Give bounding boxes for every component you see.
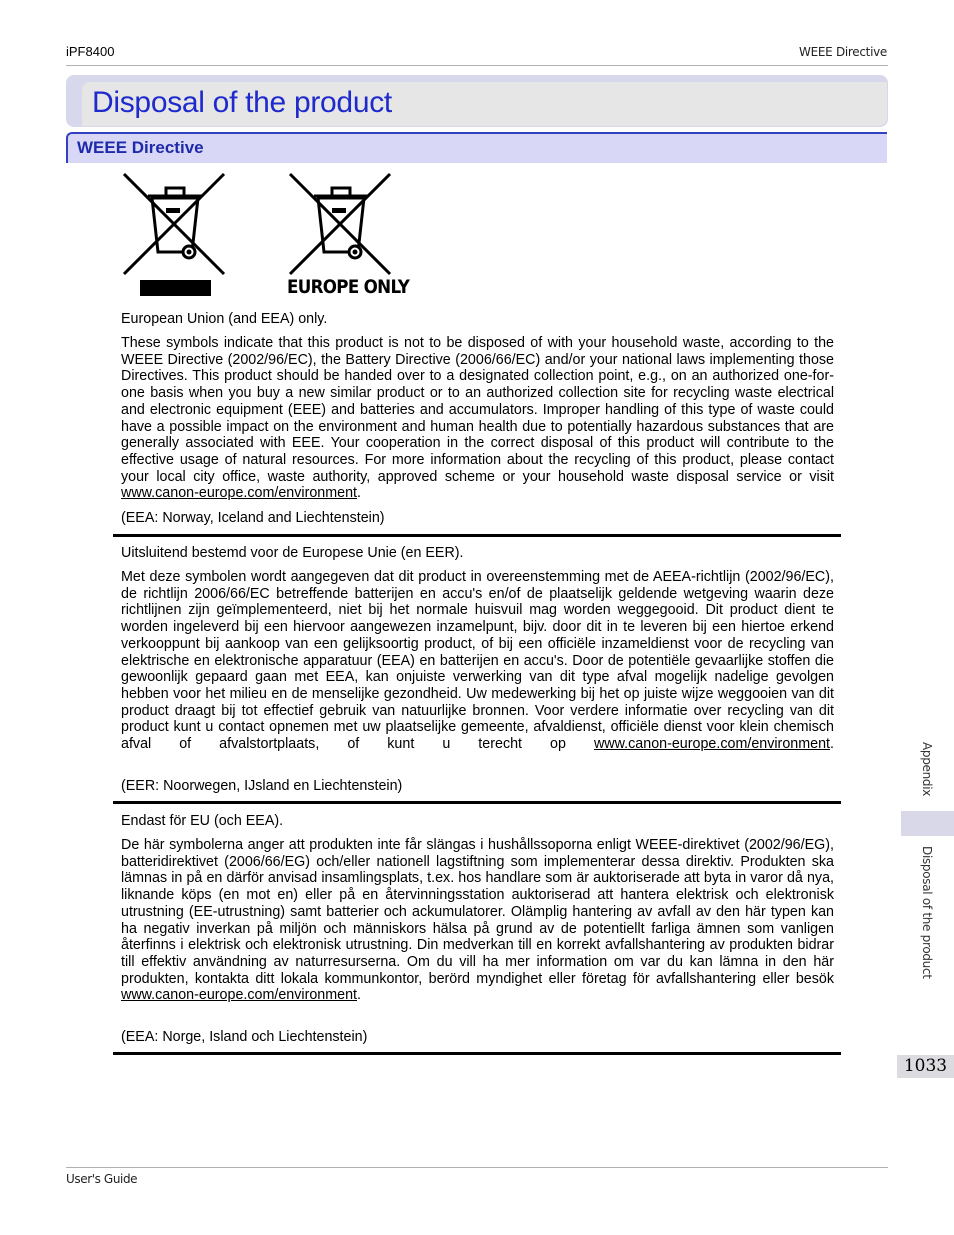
black-bar <box>140 280 211 296</box>
sidebar-section[interactable]: Disposal of the product <box>920 846 934 979</box>
crossed-out-bin-icon <box>118 170 230 278</box>
header-section: WEEE Directive <box>799 45 887 59</box>
sidebar-chapter[interactable]: Appendix <box>920 742 934 797</box>
europe-only-label: EUROPE ONLY <box>287 276 410 298</box>
block-sv-note: (EEA: Norge, Island och Liechtenstein) <box>121 1029 368 1045</box>
footer-label: User's Guide <box>66 1172 138 1186</box>
page-title: Disposal of the product <box>92 86 392 119</box>
block-sv-lead: Endast för EU (och EEA). <box>121 813 284 829</box>
block-nl-lead: Uitsluitend bestemd voor de Europese Unie (en EER). <box>121 545 464 561</box>
block-divider <box>113 1052 841 1055</box>
sidebar-tab-marker <box>901 811 954 836</box>
section-heading: WEEE Directive <box>77 138 204 157</box>
header-divider <box>66 65 888 66</box>
environment-link[interactable]: www.canon-europe.com/environment <box>121 987 358 1004</box>
block-nl-body: Met deze symbolen wordt aangegeven dat dit product in overeenstemming met de AEEA-richtlijn (2002/96/EC), de richtlijn 2006/66/EC betreffende batterijen en accu's en/of de plaatselijk geldende wetgeving waarin deze richtlijnen zijn geïmplementeerd, niet bij het normale huisvuil mag worden weggegooid. Dit product dient te worden ingeleverd bij een hiervoor aangewezen inzamelpunt, bijv. door dit in te leveren bij een hiertoe erkend verkooppunt bij aankoop van een gelijksoortig product, of bij een officiële inzameldienst voor de recycling van elektrische en elektronische apparatuur (EEA) en batterijen en accu's. Door de potentiële gevaarlijke stoffen die gewoonlijk gepaard gaan met EEA, kan onjuiste verwerking van dit type afval mogelijk nadelige gevolgen hebben voor het milieu en de menselijke gezondheid. Uw medewerking bij het op juiste wijze weggooien van dit product draagt bij tot effectief gebruik van natuurlijke bronnen. Voor verdere informatie over recycling van dit product kunt u contact opnemen met uw plaatselijke gemeente, afvaldienst, officiële dienst voor klein chemisch afval of afvalstortplaats, of kunt u terecht op www.canon-europe.com/environment. <box>121 569 834 753</box>
environment-link[interactable]: www.canon-europe.com/environment <box>121 485 358 502</box>
block-sv-body: De här symbolerna anger att produkten inte får slängas i hushållssoporna enligt WEEE-direktivet (2002/96/EG), batteridirektivet (2006/66/EG) och/eller nationell lagstiftning som implementerar dessa direktiv. Produkten ska lämnas in på en därför anvisad insamlingsplats, t.ex. hos handlare som är auktoriserade att byta in varor då nya, liknande köps (en mot en) eller på en återvinningsstation auktoriserad att hantera elektrisk och elektronisk utrustning (EE-utrustning) samt batterier och ackumulatorer. Olämplig hantering av avfall av den här typen kan ha negativ inverkan på miljön och människors hälsa på grund av de potentiellt farliga ämnen som vanligen återfinns i elektrisk och elektronisk utrustning. Din medverkan till en korrekt avfallshantering av produkten bidrar till effektiv användning av naturresurserna. Om du vill ha mer information om var du kan lämna in den här produkten, kontakta ditt lokala kommunkontor, berörd myndighet eller företag för avfallshantering eller besök www.canon-europe.com/environment. <box>121 837 834 1004</box>
block-divider <box>113 534 841 537</box>
block-en-body: These symbols indicate that this product is not to be disposed of with your household waste, according to the WEEE Directive (2002/96/EC), the Battery Directive (2006/66/EC) and/or your national laws implementing those Directives. This product should be handed over to a designated collection point, e.g., on an authorized one-for-one basis when you buy a new similar product or to an authorized collection site for recycling waste electrical and electronic equipment (EEE) and batteries and accumulators. Improper handling of this type of waste could have a possible impact on the environment and human health due to potentially hazardous substances that are generally associated with EEE. Your cooperation in the correct disposal of this product will contribute to the effective usage of natural resources. For more information about the recycling of this product, please contact your local city office, waste authority, approved scheme or your household waste disposal service or visit www.canon-europe.com/environment. <box>121 335 834 502</box>
block-divider <box>113 801 841 804</box>
crossed-out-bin-icon-europe <box>284 170 396 278</box>
header-model: iPF8400 <box>66 44 115 59</box>
footer-divider <box>66 1167 888 1168</box>
page-number: 1033 <box>897 1055 954 1078</box>
block-nl-note: (EER: Noorwegen, IJsland en Liechtenstein) <box>121 778 403 794</box>
block-en-lead: European Union (and EEA) only. <box>121 311 328 327</box>
block-en-note: (EEA: Norway, Iceland and Liechtenstein) <box>121 510 385 526</box>
environment-link[interactable]: www.canon-europe.com/environment <box>593 736 831 753</box>
